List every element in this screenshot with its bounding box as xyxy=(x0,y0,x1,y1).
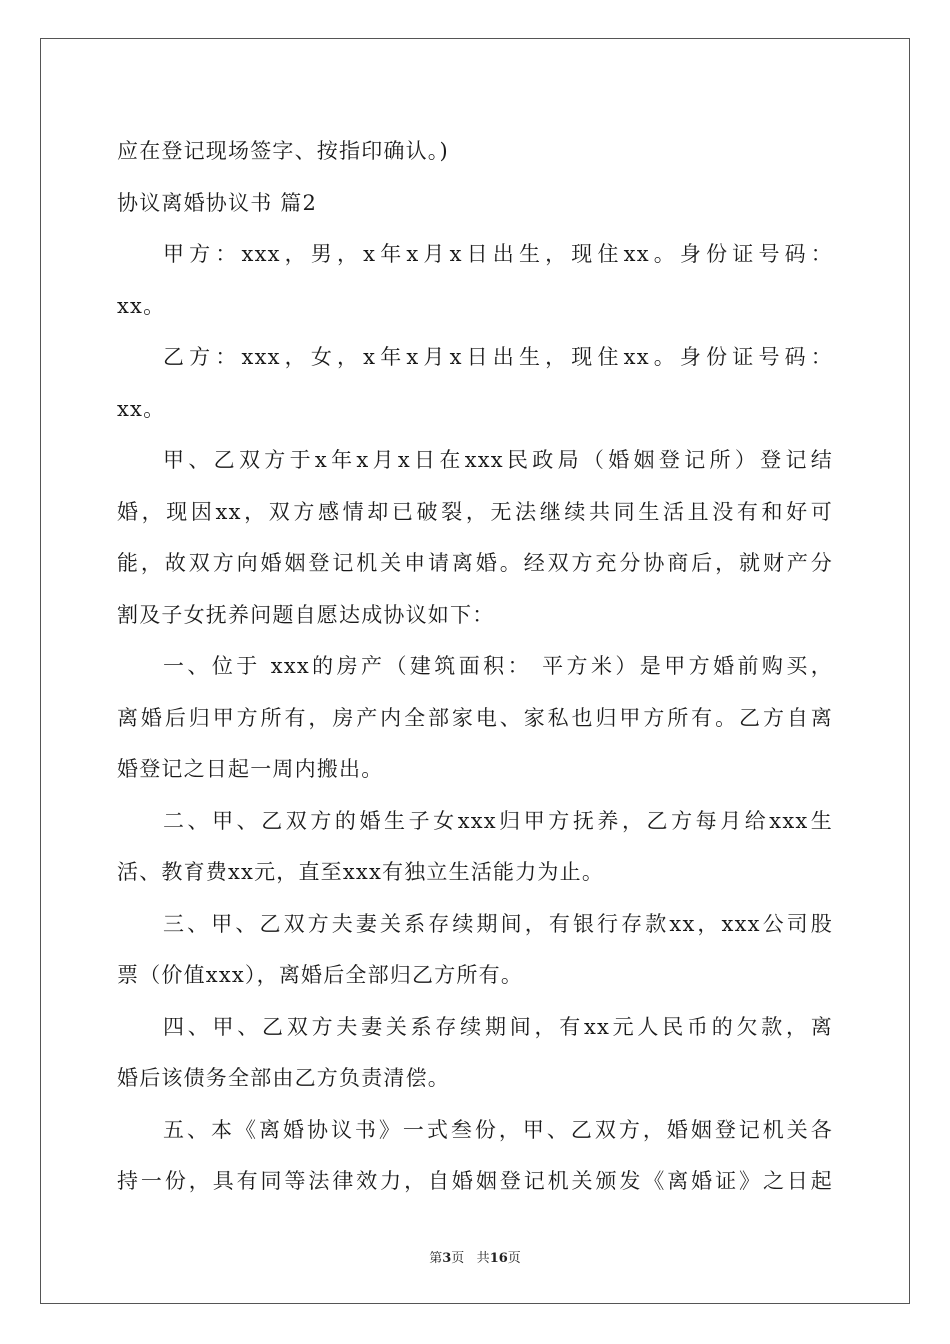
text-line: 离婚后归甲方所有，房产内全部家电、家私也归甲方所有。乙方自离 xyxy=(117,705,833,730)
text-line: xx。 xyxy=(117,293,166,318)
text-line: 割及子女抚养问题自愿达成协议如下： xyxy=(117,602,495,627)
footer-total-unit: 页 xyxy=(507,1251,521,1266)
text-line: 甲、乙双方于x年x月x日在xxx民政局（婚姻登记所）登记结 xyxy=(163,448,833,472)
text-line: 三、甲、乙双方夫妻关系存续期间，有银行存款xx，xxx公司股 xyxy=(163,911,833,936)
footer-page-number: 3 xyxy=(442,1251,452,1266)
footer-page-prefix: 第 xyxy=(429,1251,443,1266)
text-line: 二、甲、乙双方的婚生子女xxx归甲方抚养，乙方每月给xxx生 xyxy=(163,808,833,833)
text-line: 婚后该债务全部由乙方负责清偿。 xyxy=(117,1066,450,1090)
text-line: 能，故双方向婚姻登记机关申请离婚。经双方充分协商后，就财产分 xyxy=(117,551,833,575)
text-line: xx。 xyxy=(117,396,166,421)
text-line: 四、甲、乙双方夫妻关系存续期间，有xx元人民币的欠款，离 xyxy=(163,1014,833,1039)
text-line: 五、本《离婚协议书》一式叁份，甲、乙双方，婚姻登记机关各 xyxy=(163,1117,833,1142)
document-body xyxy=(117,126,833,1208)
footer-total-pages: 16 xyxy=(489,1251,508,1266)
text-line: 婚，现因xx，双方感情却已破裂，无法继续共同生活且没有和好可 xyxy=(117,499,833,524)
text-line: 婚登记之日起一周内搬出。 xyxy=(117,757,384,781)
text-line: 票（价值xxx），离婚后全部归乙方所有。 xyxy=(117,963,524,987)
footer-total-prefix: 共 xyxy=(476,1251,490,1266)
text-line: 活、教育费xx元，直至xxx有独立生活能力为止。 xyxy=(117,860,605,884)
text-line: 持一份，具有同等法律效力，自婚姻登记机关颁发《离婚证》之日起 xyxy=(117,1169,833,1193)
text-line: 乙方：xxx，女，x年x月x日出生，现住xx。身份证号码： xyxy=(163,345,833,369)
text-line: 应在登记现场签字、按指印确认。) xyxy=(117,139,449,163)
text-line: 协议离婚协议书 篇2 xyxy=(117,190,318,215)
page-footer xyxy=(0,1247,950,1266)
text-line: 一、位于 xxx的房产（建筑面积： 平方米）是甲方婚前购买， xyxy=(163,654,833,678)
footer-page-unit: 页 xyxy=(451,1251,465,1266)
text-line: 甲方：xxx，男，x年x月x日出生，现住xx。身份证号码： xyxy=(163,242,833,266)
